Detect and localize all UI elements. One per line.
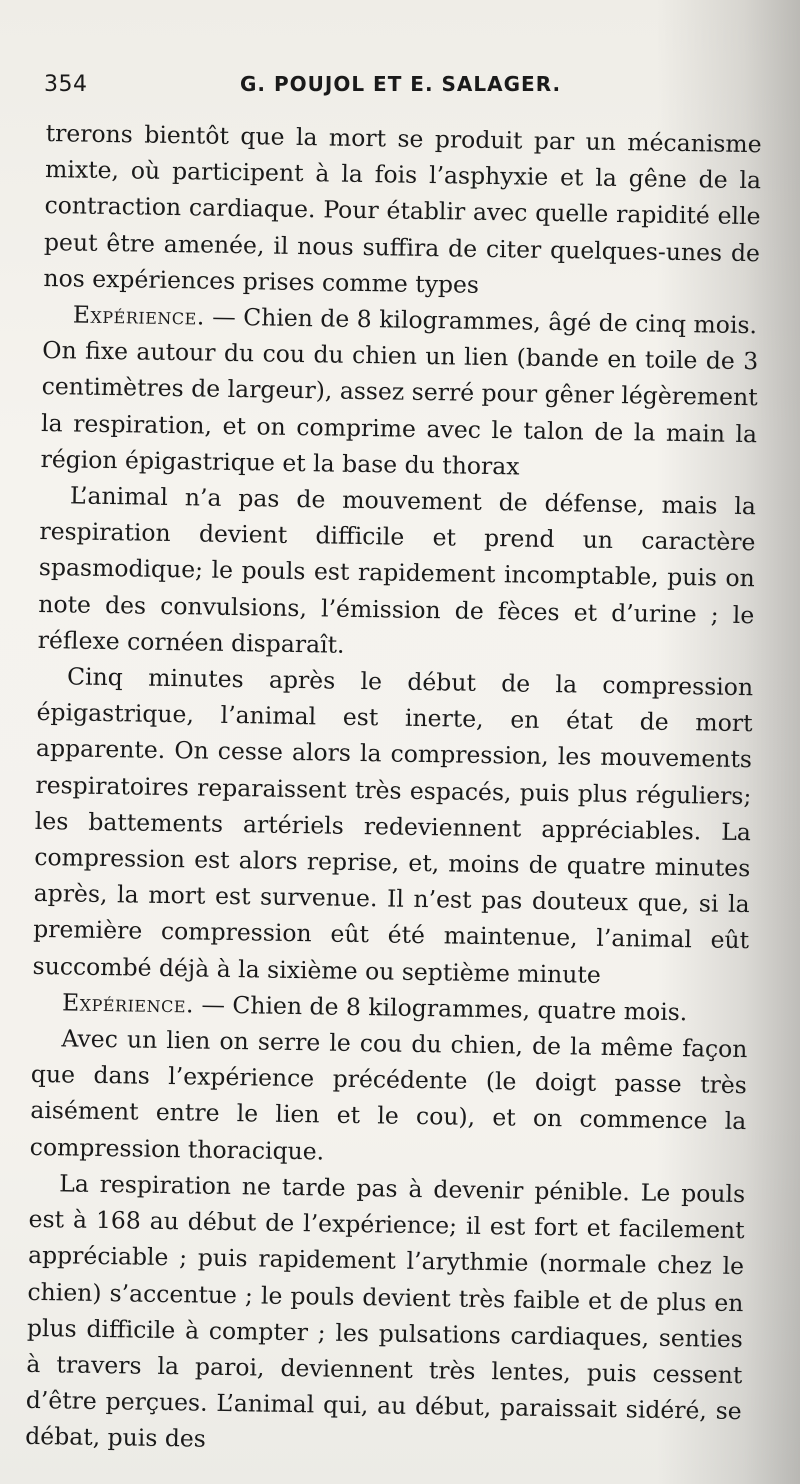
- paragraph-continuation: trerons bientôt que la mort se produit par un mécanisme mixte, où participent à la fois l’asphyxie et la gêne de la contraction cardiaque. Pour établir avec quelle rapidité elle peut être amenée, il nous suffira de citer quelques-unes de nos expériences prises comme types: [43, 118, 762, 299]
- paragraph-experiment-1-setup: On fixe autour du cou du chien un lien (bande en toile de 3 centimètres de largeur), assez serré pour gêner légèrement la respiration, et on comprime avec le talon de la main la région épigastrique et la base du thorax: [40, 336, 759, 481]
- running-head: G. POUJOL ET E. SALAGER.: [240, 72, 562, 96]
- page-header: [44, 72, 764, 104]
- page-number: 354: [44, 72, 88, 97]
- experiment-1-subject: — Chien de 8 kilogrammes, âgé de cinq mois.: [204, 302, 758, 340]
- paragraph-experiment-2-observations: La respiration ne tarde pas à devenir pénible. Le pouls est à 168 au début de l’expérience; il est fort et facilement appréciable ; puis rapidement l’arythmie (normale chez le chien) s’accentue ; le pouls devient très faible et de plus en plus difficile à compter ; les pulsations cardiaques, senties à travers la paroi, deviennent très lentes, puis cessent d’être perçues. L’animal qui, au début, paraissait sidéré, se débat, puis des: [25, 1169, 746, 1453]
- paragraph-experiment-1-observations: L’animal n’a pas de mouvement de défense, mais la respiration devient difficile et prend un caractère spasmodique; le pouls est rapidement incomptable, puis on note des convulsions, l’émission de fèces et d’urine ; le réflexe cornéen disparaît.: [37, 481, 757, 659]
- experiment-2-label: Expérience.: [61, 988, 195, 1019]
- experiment-2-subject: — Chien de 8 kilogrammes, quatre mois.: [193, 990, 688, 1027]
- experiment-1-label: Expérience.: [72, 300, 206, 331]
- paragraph-experiment-1-result: Cinq minutes après le début de la compression épigastrique, l’animal est inerte, en état de mort apparente. On cesse alors la compression, les mouvements respiratoires reparaissent très espacés, puis plus réguliers; les battements artériels redeviennent appréciables. La compression est alors reprise, et, moins de quatre minutes après, la mort est survenue. Il n’est pas douteux que, si la première compression eût été maintenue, l’animal eût succombé déjà à la sixième ou septième minute: [32, 662, 754, 989]
- body-text: [25, 115, 762, 1466]
- paragraph-experiment-2-setup: Avec un lien on serre le cou du chien, de la même façon que dans l’expérience précédente (le doigt passe très aisément entre le lien et le cou), et on commence la compression thoracique.: [29, 1024, 748, 1166]
